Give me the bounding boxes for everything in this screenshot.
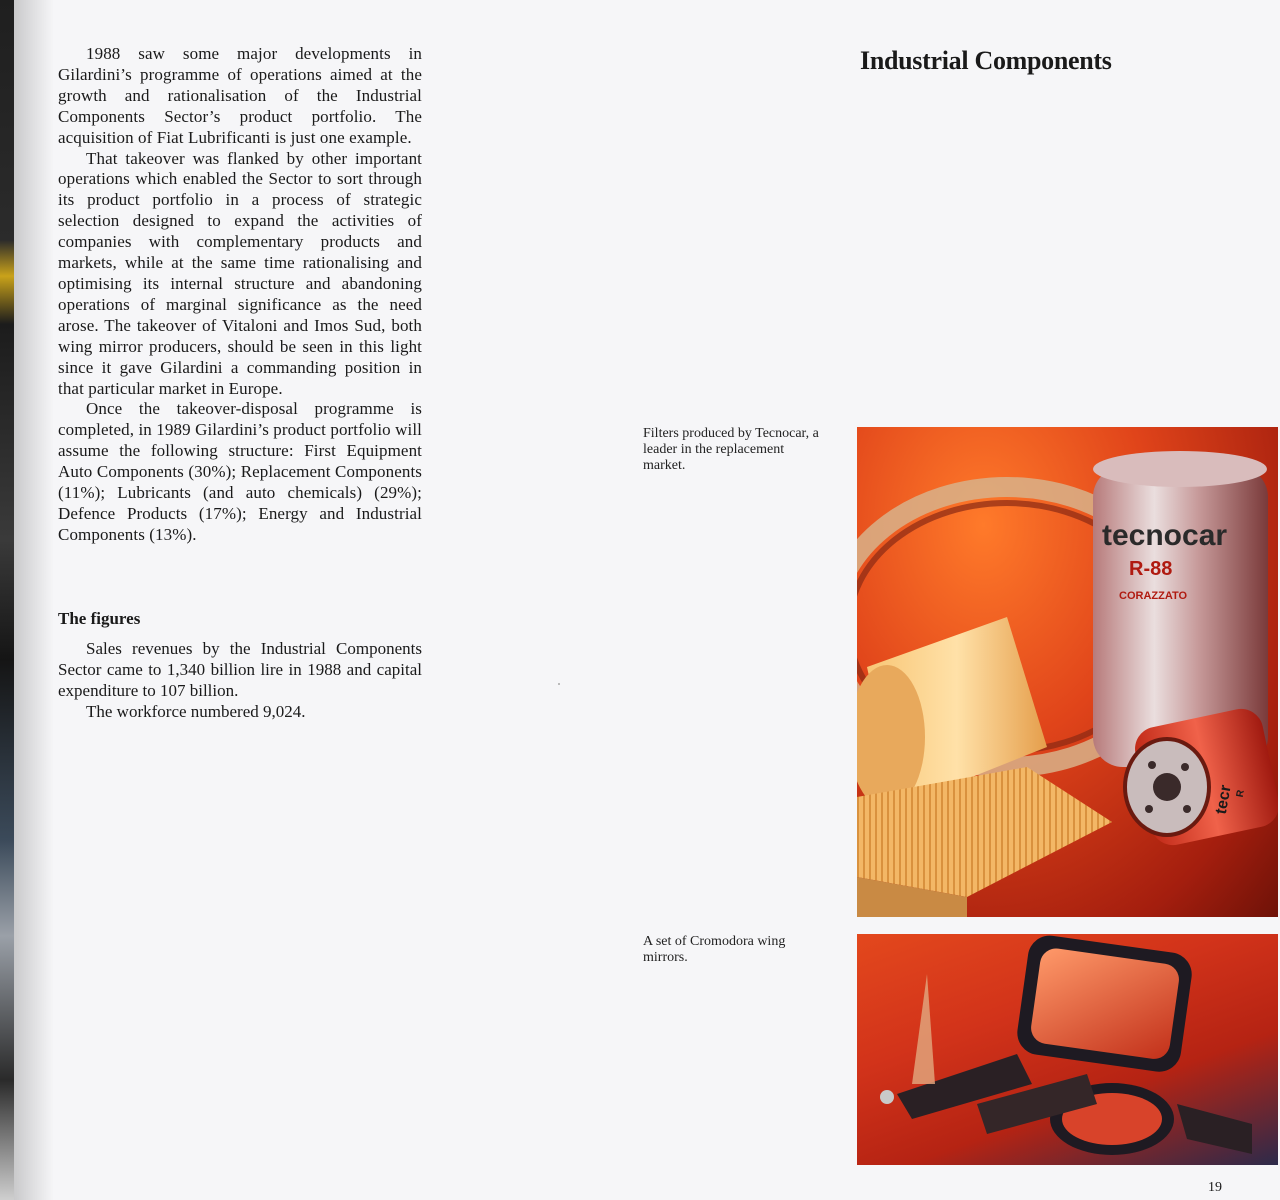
paper-speck [558,683,560,685]
small-model-label: R [1234,789,1247,799]
photo-caption-filters: Filters produced by Tecnocar, a leader in the replacement market. [643,426,819,473]
model-label: R-88 [1129,558,1173,580]
section-title: Industrial Components [860,46,1112,75]
filters-photo [857,427,1278,917]
figures-paragraph-1: Sales revenues by the Industrial Components Sector came to 1,340 billion lire in 1988 and capital expenditure to 107 billion. [58,639,422,700]
mirrors-illustration [857,934,1278,1165]
gutter-shadow [14,0,54,1200]
body-text [58,44,422,546]
figures-text [58,639,422,723]
book-spine [0,0,14,1200]
figures-heading: The figures [58,609,141,628]
page-number: 19 [1208,1180,1222,1195]
body-paragraph-3: Once the takeover-disposal programme is completed, in 1989 Gilardini’s product portfolio will assume the following structure: First Equipment Auto Components (30%); Replacement Components (11%); Lubricants (and auto chemicals) (29%); Defence Products (17%); Energy and Industrial Components (13%). [58,399,422,544]
photo-caption-mirrors: A set of Cromodora wing mirrors. [643,934,786,965]
large-mirror [1014,934,1194,1075]
body-paragraph-1: 1988 saw some major developments in Gilardini’s programme of operations aimed at the growth and rationalisation of the Industrial Components Sector’s product portfolio. The acquisition of Fiat Lubrificanti is just one example. [58,44,422,147]
mirrors-photo [857,934,1278,1165]
filters-illustration [857,427,1278,917]
brand-label: tecnocar [1102,519,1228,552]
sub-label: CORAZZATO [1119,590,1188,602]
small-brand-label: tecr [1212,783,1235,816]
figures-paragraph-2: The workforce numbered 9,024. [86,701,306,721]
body-paragraph-2: That takeover was flanked by other important operations which enabled the Sector to sort through its product portfolio in a process of strategic selection designed to expand the activities of companies with complementary products and markets, while at the same time rationalising and optimising its internal structure and abandoning operations of marginal significance as the need arose. The takeover of Vitaloni and Imos Sud, both wing mirror producers, should be seen in this light since it gave Gilardini a commanding position in that particular market in Europe. [58,148,422,398]
